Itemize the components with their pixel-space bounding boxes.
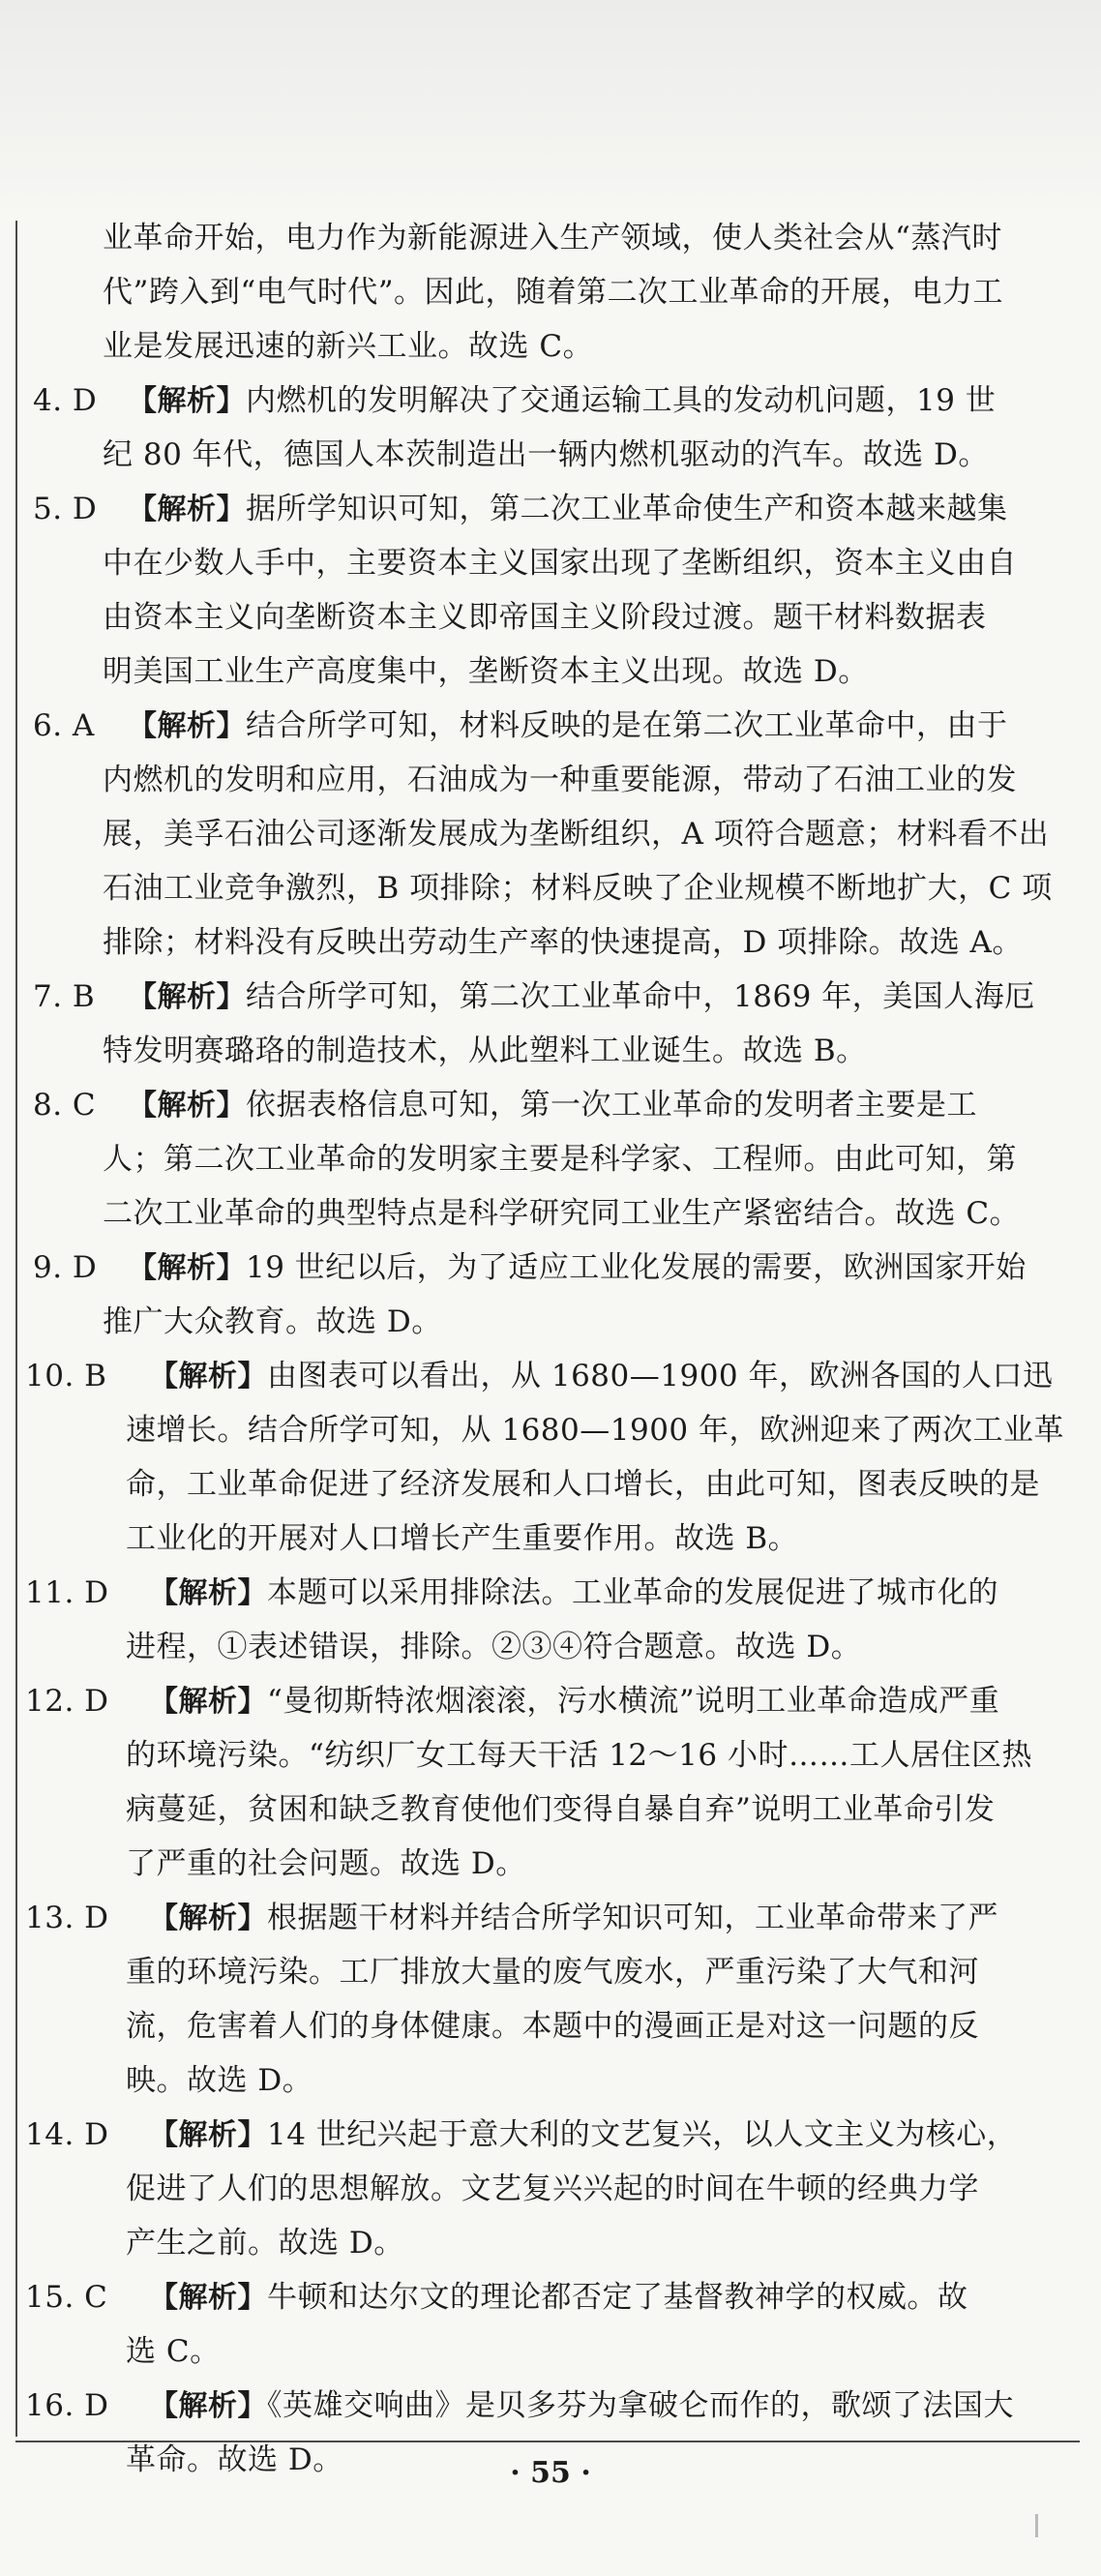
answer-text: 牛顿和达尔文的理论都否定了基督教神学的权威。故 [267, 2280, 968, 2315]
answer-first-line [25, 1078, 1080, 1132]
answer-text-line: 病蔓延，贫困和缺乏教育使他们变得自暴自弃”说明工业革命引发 [126, 1792, 996, 1827]
answer-text: 19 世纪以后，为了适应工业化发展的需要，欧洲国家开始 [246, 1250, 1027, 1285]
answer-text-line: 石油工业竞争激烈，B 项排除；材料反映了企业规模不断地扩大，C 项 [103, 871, 1053, 906]
answer-first-line [25, 1349, 1080, 1403]
answer-text-line: 业革命开始，电力作为新能源进入生产领域，使人类社会从“蒸汽时 [103, 221, 1002, 255]
answer-text-line: 纪 80 年代，德国人本茨制造出一辆内燃机驱动的汽车。故选 D。 [103, 437, 989, 472]
answer-first-line [25, 970, 1080, 1024]
answer-number: 10. B [25, 1359, 107, 1393]
answer-text-line: 进程，①表述错误，排除。②③④符合题意。故选 D。 [126, 1630, 862, 1664]
answer-text-line: 重的环境污染。工厂排放大量的废气废水，严重污染了大气和河 [126, 1955, 979, 1990]
answer-text: 据所学知识可知，第二次工业革命使生产和资本越来越集 [246, 492, 1008, 526]
analysis-tag: 【解析】 [128, 980, 246, 1014]
answer-text-line: 明美国工业生产高度集中，垄断资本主义出现。故选 D。 [103, 654, 869, 689]
answer-number: 13. D [25, 1901, 109, 1935]
answer-text: 结合所学可知，材料反映的是在第二次工业革命中，由于 [246, 708, 1008, 743]
answer-text: 依据表格信息可知，第一次工业革命的发明者主要是工 [246, 1088, 977, 1123]
answer-text-line: 命，工业革命促进了经济发展和人口增长，由此可知，图表反映的是 [126, 1467, 1040, 1502]
answer-text: “曼彻斯特浓烟滚滚，污水横流”说明工业革命造成严重 [267, 1684, 1000, 1719]
scan-mark [1035, 2514, 1038, 2537]
answer-number: 4. D [33, 383, 98, 418]
answer-text-line: 特发明赛璐珞的制造技术，从此塑料工业诞生。故选 B。 [103, 1033, 867, 1068]
answer-text-line: 推广大众教育。故选 D。 [103, 1304, 442, 1339]
answer-number: 12. D [25, 1684, 109, 1719]
answer-text: 《英雄交响曲》是贝多芬为拿破仑而作的，歌颂了法国大 [267, 2388, 1014, 2423]
answer-text-line: 革命。故选 D。 [126, 2442, 343, 2477]
analysis-tag: 【解析】 [149, 1902, 267, 1935]
answer-text-line: 选 C。 [126, 2334, 221, 2369]
answer-number: 16. D [25, 2388, 109, 2423]
answer-text-line: 内燃机的发明和应用，石油成为一种重要能源，带动了石油工业的发 [103, 763, 1017, 797]
answer-text-line: 了严重的社会问题。故选 D。 [126, 1846, 526, 1881]
answer-text: 结合所学可知，第二次工业革命中，1869 年，美国人海厄 [246, 979, 1035, 1014]
answer-first-line [25, 2270, 1080, 2324]
answer-first-line [25, 1566, 1080, 1620]
answer-number: 9. D [33, 1250, 98, 1285]
answer-text: 根据题干材料并结合所学知识可知，工业革命带来了严 [267, 1901, 998, 1935]
answer-text-line: 展，美孚石油公司逐渐发展成为垄断组织，A 项符合题意；材料看不出 [103, 817, 1050, 852]
analysis-tag: 【解析】 [128, 1251, 246, 1285]
answer-text-line: 流，危害着人们的身体健康。本题中的漫画正是对这一问题的反 [126, 2009, 979, 2044]
answer-text: 内燃机的发明解决了交通运输工具的发动机问题，19 世 [246, 383, 997, 418]
answer-first-line [25, 1891, 1080, 1945]
answer-number: 5. D [33, 492, 98, 526]
analysis-tag: 【解析】 [128, 493, 246, 526]
answer-text-line: 中在少数人手中，主要资本主义国家出现了垄断组织，资本主义由自 [103, 546, 1017, 581]
answer-text-line: 代”跨入到“电气时代”。因此，随着第二次工业革命的开展，电力工 [103, 275, 1004, 310]
answer-first-line [25, 2108, 1080, 2162]
answer-text: 由图表可以看出，从 1680—1900 年，欧洲各国的人口迅 [267, 1359, 1054, 1393]
answer-text: 14 世纪兴起于意大利的文艺复兴，以人文主义为核心， [267, 2117, 1018, 2152]
answer-text-line: 产生之前。故选 D。 [126, 2226, 404, 2261]
answer-text-line: 人；第二次工业革命的发明家主要是科学家、工程师。由此可知，第 [103, 1142, 1017, 1177]
footer-rule [15, 2441, 1080, 2442]
answer-text-line: 由资本主义向垄断资本主义即帝国主义阶段过渡。题干材料数据表 [103, 600, 987, 635]
page-top-shade [0, 0, 1101, 208]
answer-text-line: 工业化的开展对人口增长产生重要作用。故选 B。 [126, 1521, 799, 1556]
analysis-tag: 【解析】 [128, 384, 246, 418]
page-number: · 55 · [510, 2456, 591, 2490]
answer-text-line: 排除；材料没有反映出劳动生产率的快速提高，D 项排除。故选 A。 [103, 925, 1023, 960]
answer-number: 11. D [25, 1575, 109, 1610]
answer-first-line [25, 482, 1080, 536]
analysis-tag: 【解析】 [128, 1089, 246, 1123]
analysis-tag: 【解析】 [149, 1576, 267, 1610]
analysis-tag: 【解析】 [149, 2118, 267, 2152]
analysis-tag: 【解析】 [149, 2389, 267, 2423]
answer-explanations [25, 211, 1080, 2487]
answer-text-line: 映。故选 D。 [126, 2063, 313, 2098]
answer-first-line [25, 1241, 1080, 1295]
analysis-tag: 【解析】 [128, 709, 246, 743]
answer-number: 8. C [33, 1088, 97, 1123]
answer-text: 本题可以采用排除法。工业革命的发展促进了城市化的 [267, 1575, 998, 1610]
answer-first-line [25, 699, 1080, 753]
answer-text-line: 业是发展迅速的新兴工业。故选 C。 [103, 329, 594, 364]
answer-number: 15. C [25, 2280, 108, 2315]
answer-first-line [25, 374, 1080, 428]
answer-text-line: 的环境污染。“纺织厂女工每天干活 12～16 小时……工人居住区热 [126, 1738, 1032, 1773]
answer-text-line: 速增长。结合所学可知，从 1680—1900 年，欧洲迎来了两次工业革 [126, 1413, 1064, 1448]
answer-number: 6. A [33, 708, 95, 743]
answer-text-line: 促进了人们的思想解放。文艺复兴兴起的时间在牛顿的经典力学 [126, 2172, 979, 2206]
left-margin-rule [15, 221, 17, 2437]
answer-first-line [25, 2379, 1080, 2433]
answer-text-line: 二次工业革命的典型特点是科学研究同工业生产紧密结合。故选 C。 [103, 1196, 1021, 1231]
analysis-tag: 【解析】 [149, 2281, 267, 2315]
answer-number: 7. B [33, 979, 96, 1014]
answer-first-line [25, 1674, 1080, 1728]
answer-number: 14. D [25, 2117, 109, 2152]
analysis-tag: 【解析】 [149, 1685, 267, 1719]
analysis-tag: 【解析】 [149, 1360, 267, 1393]
